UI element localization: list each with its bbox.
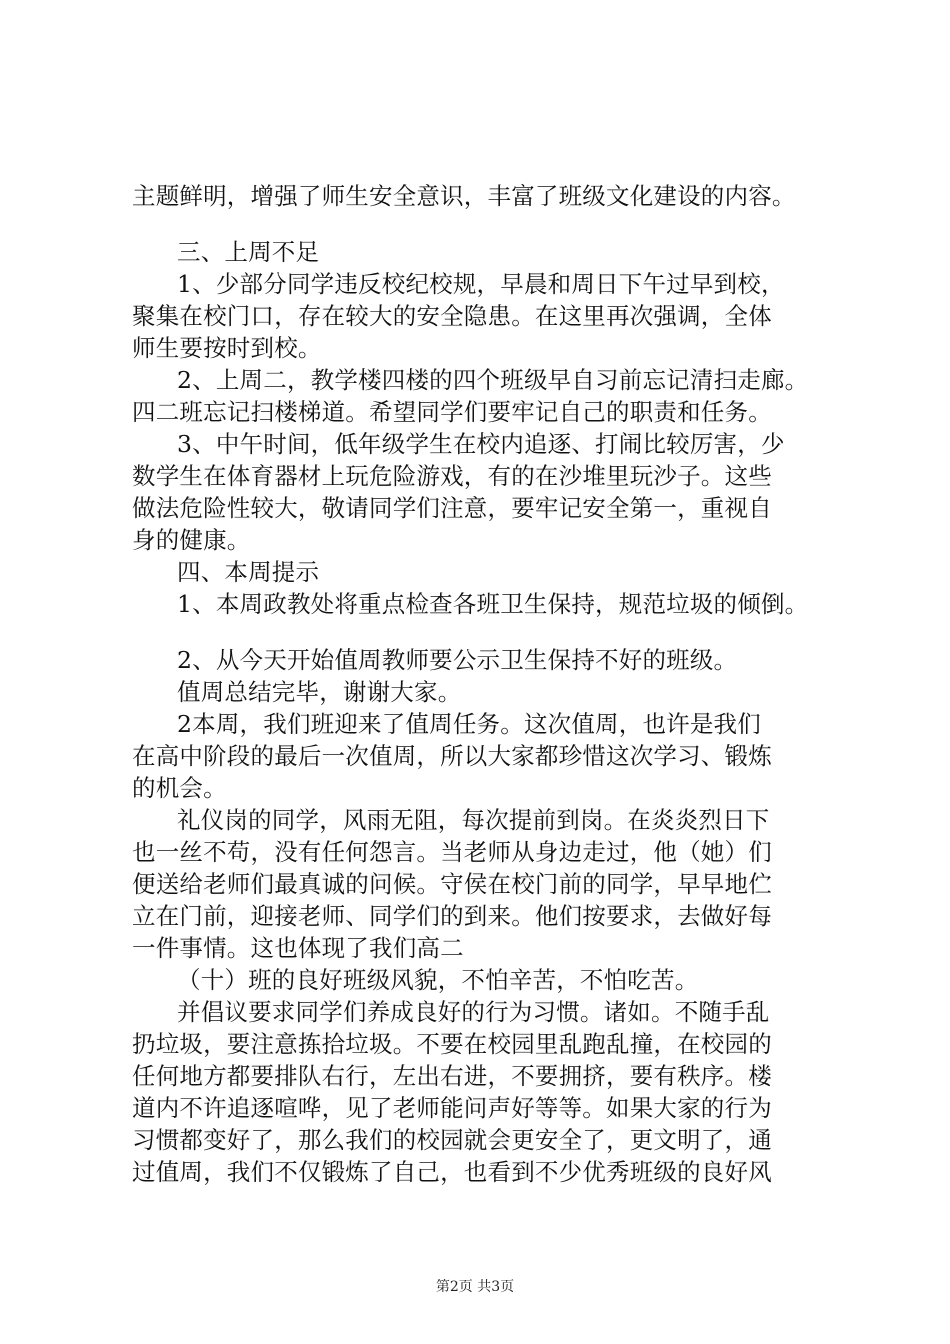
text-line: 在高中阶段的最后一次值周，所以大家都珍惜这次学习、锻炼	[132, 742, 772, 770]
text-line: （十）班的良好班级风貌，不怕辛苦，不怕吃苦。	[177, 966, 699, 994]
text-line: 2、上周二，教学楼四楼的四个班级早自习前忘记清扫走廊。	[177, 366, 809, 394]
section-heading: 四、本周提示	[177, 558, 320, 586]
page-number-footer: 第2页 共3页	[435, 1279, 515, 1295]
text-line: 过值周，我们不仅锻炼了自己，也看到不少优秀班级的良好风	[132, 1158, 772, 1186]
text-line: 任何地方都要排队右行，左出右进，不要拥挤，要有秩序。楼	[132, 1062, 772, 1090]
text-line: 扔垃圾，要注意拣拾垃圾。不要在校园里乱跑乱撞，在校园的	[132, 1030, 772, 1058]
section-heading: 三、上周不足	[177, 238, 320, 266]
text-line: 身的健康。	[132, 526, 251, 554]
text-line: 立在门前，迎接老师、同学们的到来。他们按要求，去做好每	[132, 902, 772, 930]
text-line: 聚集在校门口，存在较大的安全隐患。在这里再次强调，全体	[132, 302, 772, 330]
text-line: 3、中午时间，低年级学生在校内追逐、打闹比较厉害，少	[177, 430, 785, 458]
text-line: 做法危险性较大，敬请同学们注意，要牢记安全第一，重视自	[132, 494, 772, 522]
text-line: 1、本周政教处将重点检查各班卫生保持，规范垃圾的倾倒。	[177, 590, 809, 618]
text-line: 主题鲜明，增强了师生安全意识，丰富了班级文化建设的内容。	[132, 182, 796, 210]
text-line: 便送给老师们最真诚的问候。守侯在校门前的同学，早早地伫	[132, 870, 772, 898]
text-line: 2、从今天开始值周教师要公示卫生保持不好的班级。	[177, 646, 738, 674]
text-line: 礼仪岗的同学，风雨无阻，每次提前到岗。在炎炎烈日下	[177, 806, 770, 834]
text-line: 习惯都变好了，那么我们的校园就会更安全了，更文明了，通	[132, 1126, 772, 1154]
text-line: 并倡议要求同学们养成良好的行为习惯。诸如。不随手乱	[177, 998, 770, 1026]
text-line: 也一丝不苟，没有任何怨言。当老师从身边走过，他（她）们	[132, 838, 772, 866]
text-line: 师生要按时到校。	[132, 334, 322, 362]
text-line: 值周总结完毕，谢谢大家。	[177, 678, 462, 706]
text-line: 四二班忘记扫楼梯道。希望同学们要牢记自己的职责和任务。	[132, 398, 772, 426]
text-line: 的机会。	[132, 774, 227, 802]
text-line: 1、少部分同学违反校纪校规，早晨和周日下午过早到校，	[177, 270, 785, 298]
text-line: 2本周，我们班迎来了值周任务。这次值周，也许是我们	[177, 710, 761, 738]
text-line: 道内不许追逐喧哗，见了老师能问声好等等。如果大家的行为	[132, 1094, 772, 1122]
text-line: 数学生在体育器材上玩危险游戏，有的在沙堆里玩沙子。这些	[132, 462, 772, 490]
text-line: 一件事情。这也体现了我们高二	[132, 934, 464, 962]
